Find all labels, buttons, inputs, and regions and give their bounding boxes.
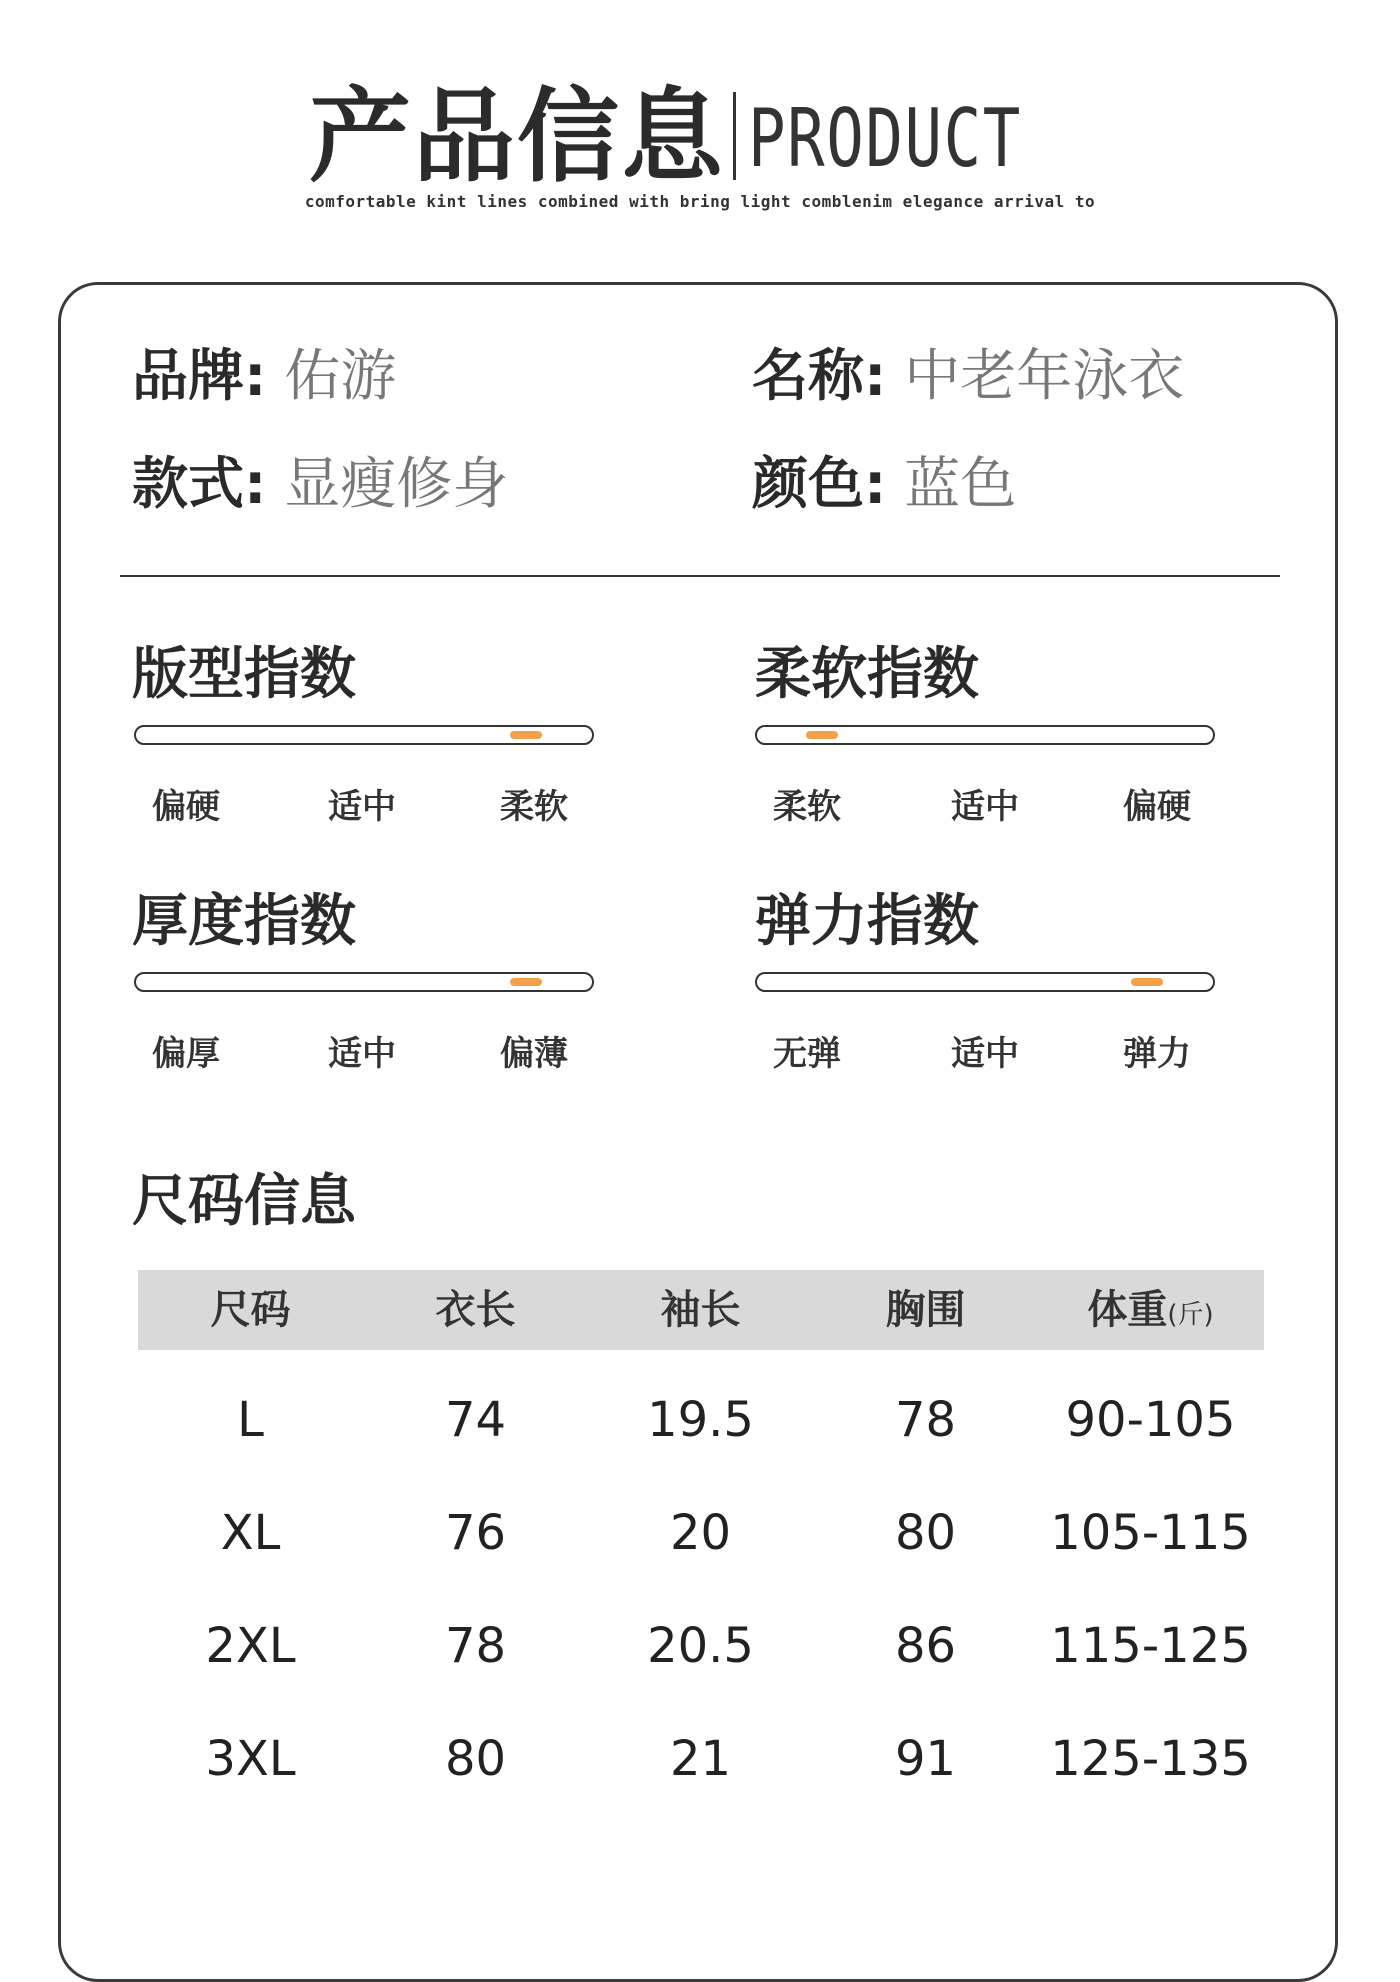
page-subtitle: comfortable kint lines combined with bring light comblenim elegance arrival to — [304, 192, 1096, 211]
info-value: 中老年泳衣 — [904, 344, 1185, 409]
table-cell: 125-135 — [1050, 1731, 1251, 1787]
index-tick: 适中 — [328, 1034, 396, 1074]
info-value: 佑游 — [284, 344, 397, 409]
index-track — [755, 972, 1215, 992]
info-label: 款式: — [132, 452, 267, 517]
table-cell: 115-125 — [1050, 1618, 1251, 1674]
index-title: 柔软指数 — [755, 642, 979, 707]
info-value: 显瘦修身 — [284, 452, 509, 517]
column-header: 尺码 — [210, 1287, 291, 1333]
index-tick: 偏厚 — [152, 1034, 220, 1074]
title-divider — [733, 92, 736, 180]
index-thickness — [132, 887, 602, 1087]
index-track — [134, 725, 594, 745]
table-cell: 19.5 — [647, 1392, 754, 1448]
info-label: 颜色: — [752, 452, 887, 517]
table-cell: 78 — [894, 1392, 957, 1448]
index-track — [134, 972, 594, 992]
index-tick: 无弹 — [773, 1034, 841, 1074]
index-tick: 柔软 — [500, 787, 568, 827]
index-tick: 柔软 — [773, 787, 841, 827]
table-cell: 80 — [894, 1505, 957, 1561]
index-marker — [510, 978, 542, 986]
size-section-title: 尺码信息 — [132, 1169, 356, 1234]
index-tick: 适中 — [951, 787, 1019, 827]
info-label: 品牌: — [132, 344, 267, 409]
column-header: 衣长 — [435, 1287, 516, 1333]
info-style — [132, 450, 508, 520]
section-divider — [120, 575, 1280, 577]
index-elasticity — [755, 887, 1225, 1087]
table-cell: 3XL — [205, 1731, 296, 1787]
index-fit — [132, 640, 602, 840]
index-tick: 偏硬 — [152, 787, 220, 827]
table-cell: 74 — [444, 1392, 507, 1448]
index-tick: 偏薄 — [500, 1034, 568, 1074]
info-name — [752, 342, 1184, 412]
table-cell: 91 — [894, 1731, 957, 1787]
info-color — [752, 450, 1016, 520]
table-cell: L — [237, 1392, 264, 1448]
column-header-label: 体重 — [1087, 1287, 1168, 1333]
index-track — [755, 725, 1215, 745]
index-tick: 偏硬 — [1123, 787, 1191, 827]
size-table-body — [138, 1390, 1264, 1860]
weight-unit: (斤) — [1167, 1300, 1214, 1330]
index-marker — [510, 731, 542, 739]
index-softness — [755, 640, 1225, 840]
column-header-weight — [1038, 1270, 1263, 1355]
index-title: 厚度指数 — [132, 889, 356, 954]
table-cell: 20.5 — [647, 1618, 754, 1674]
index-title: 弹力指数 — [755, 889, 979, 954]
index-tick: 适中 — [328, 787, 396, 827]
index-marker — [1131, 978, 1163, 986]
table-cell: XL — [220, 1505, 281, 1561]
table-cell: 105-115 — [1050, 1505, 1251, 1561]
index-marker — [806, 731, 838, 739]
column-header: 胸围 — [885, 1287, 966, 1333]
info-label: 名称: — [752, 344, 887, 409]
info-brand — [132, 342, 396, 412]
table-cell: 21 — [669, 1731, 732, 1787]
table-cell: 80 — [444, 1731, 507, 1787]
index-tick: 弹力 — [1123, 1034, 1191, 1074]
table-cell: 76 — [444, 1505, 507, 1561]
table-cell: 86 — [894, 1618, 957, 1674]
index-title: 版型指数 — [132, 642, 356, 707]
size-table-header — [138, 1270, 1264, 1350]
page-title-en: PRODUCT — [748, 92, 1022, 185]
table-cell: 78 — [444, 1618, 507, 1674]
column-header: 袖长 — [660, 1287, 741, 1333]
page-title: 产品信息 — [309, 78, 725, 197]
table-cell: 90-105 — [1065, 1392, 1236, 1448]
table-cell: 20 — [669, 1505, 732, 1561]
table-cell: 2XL — [205, 1618, 296, 1674]
info-value: 蓝色 — [904, 452, 1017, 517]
index-tick: 适中 — [951, 1034, 1019, 1074]
